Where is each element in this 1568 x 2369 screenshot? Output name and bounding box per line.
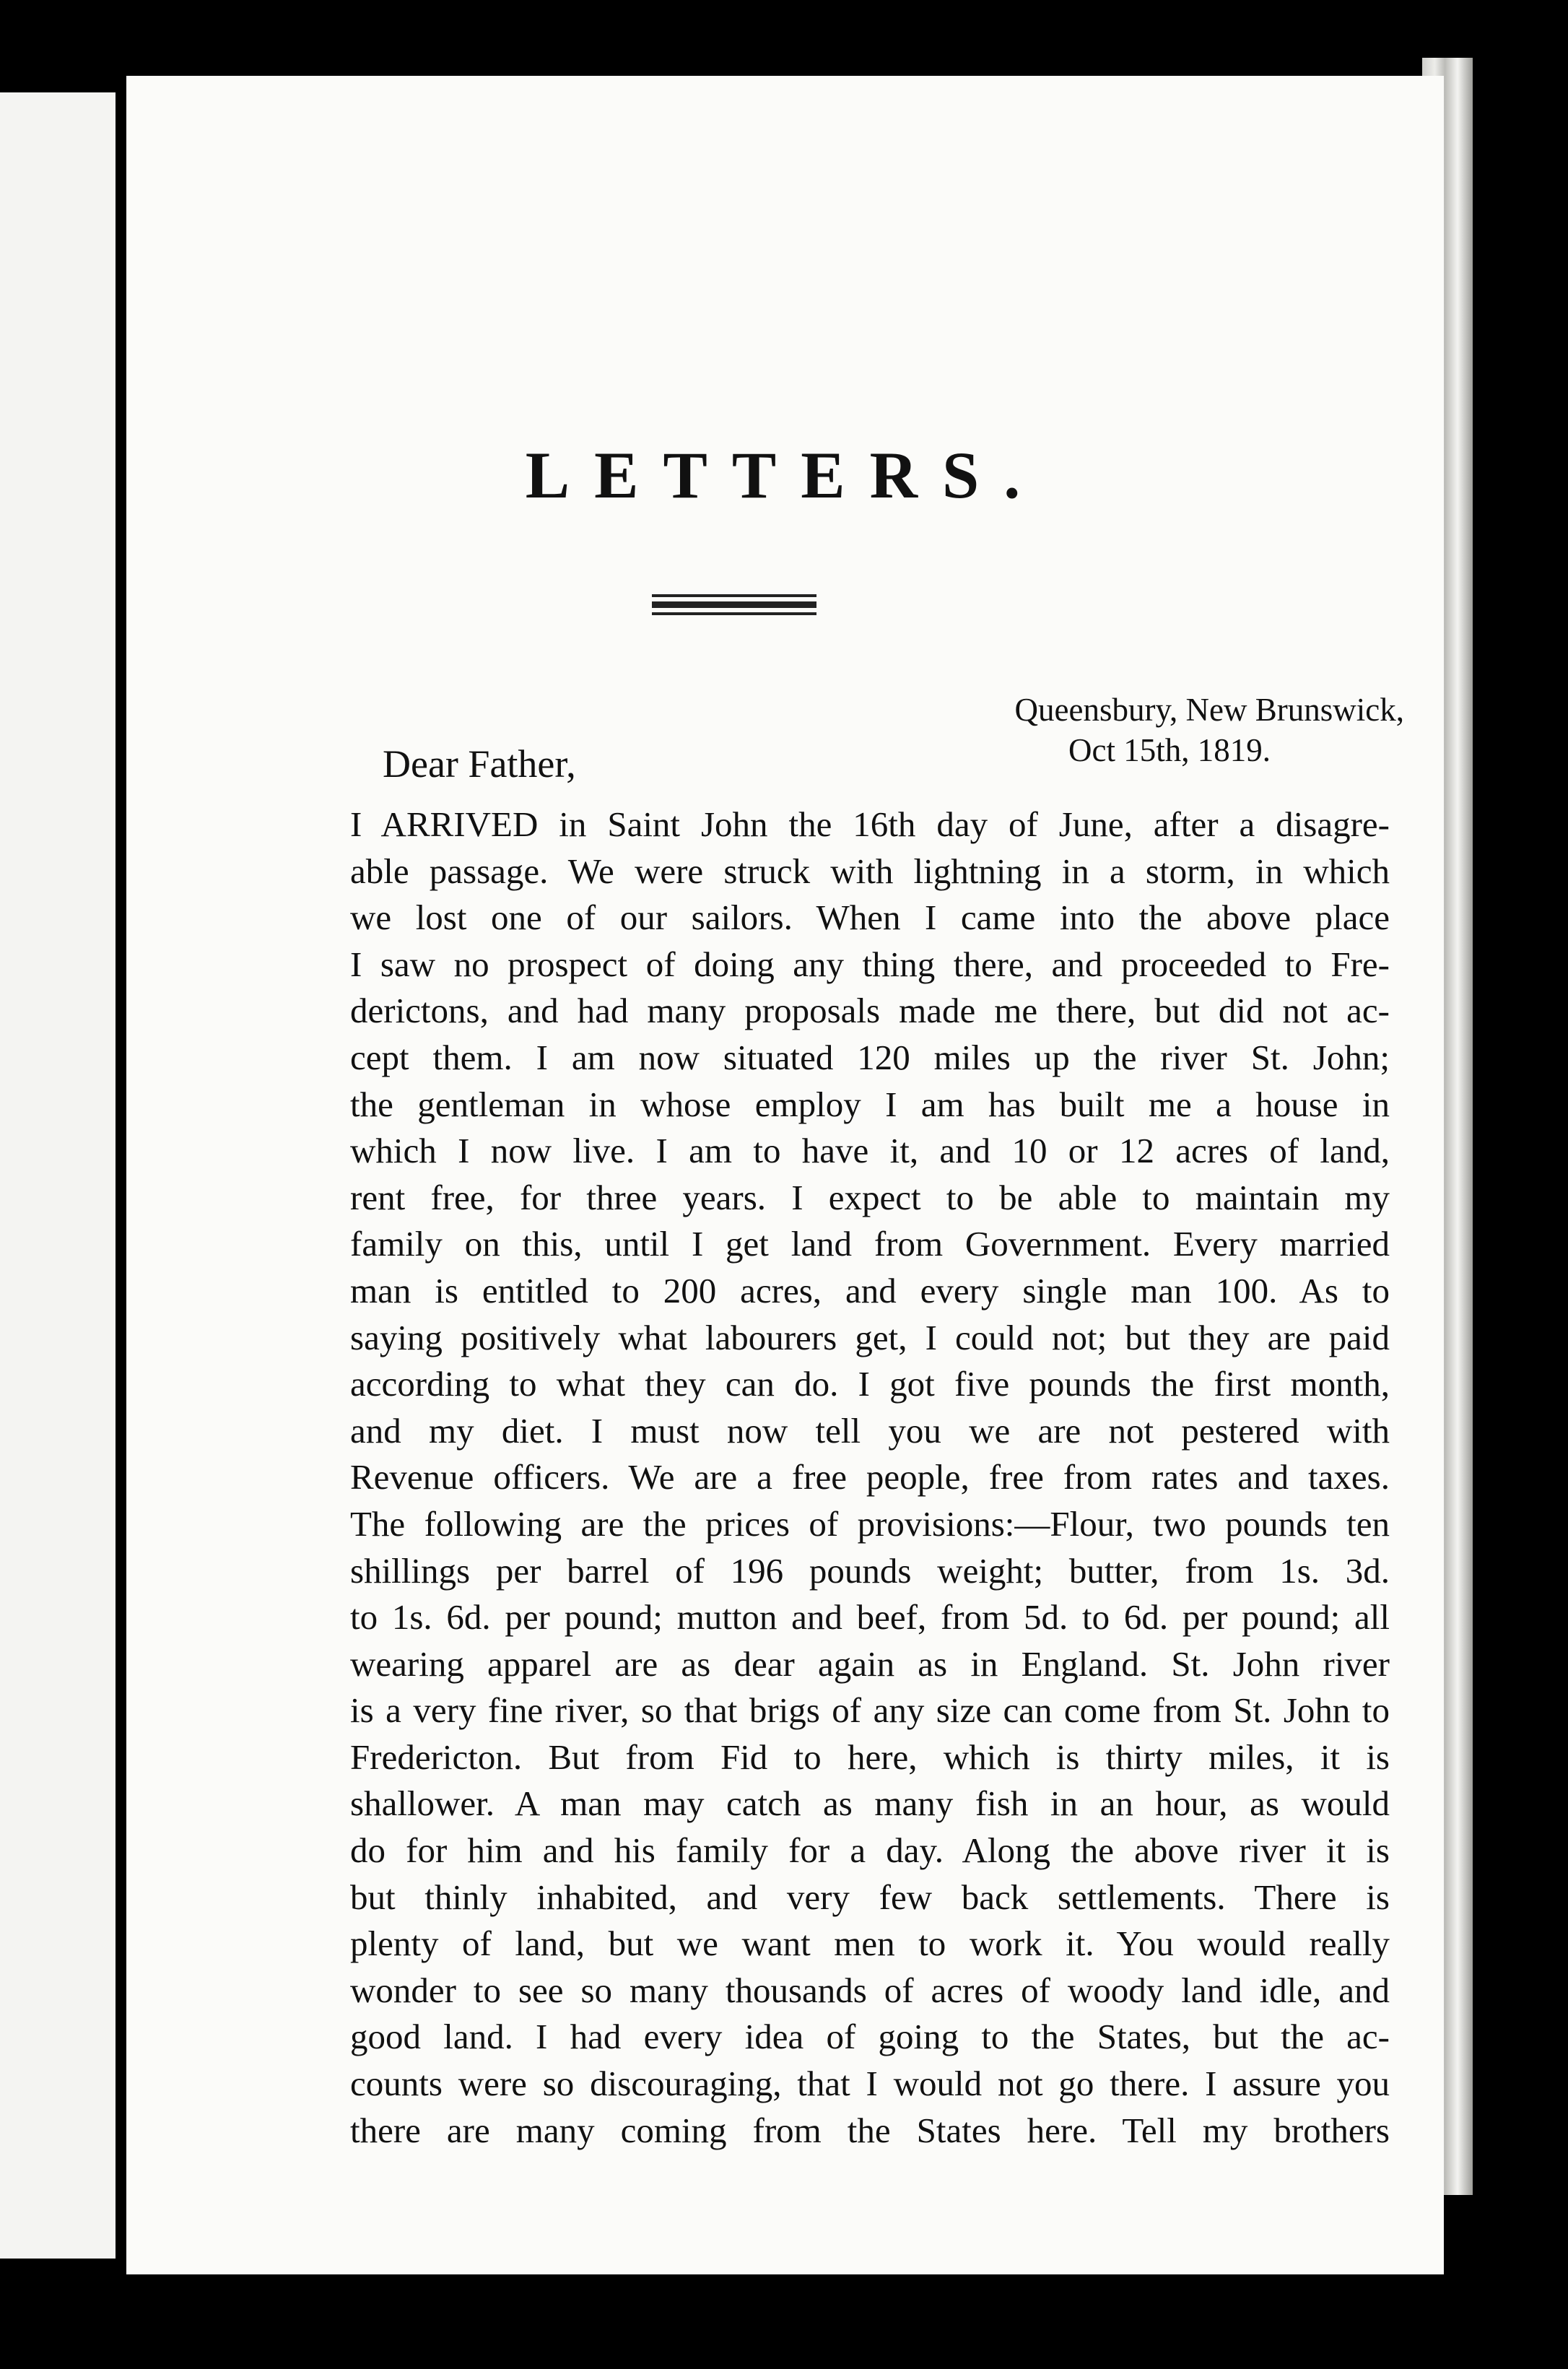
body-line: wonder to see so many thousands of acres of woody land idle, and bbox=[350, 1970, 1390, 2010]
book-page bbox=[126, 76, 1444, 2274]
letter-salutation: Dear Father, bbox=[383, 742, 576, 786]
letter-dateline bbox=[848, 690, 1404, 770]
body-line: and my diet. I must now tell you we are not pestered with bbox=[350, 1410, 1390, 1451]
body-line: to 1s. 6d. per pound; mutton and beef, from 5d. to 6d. per pound; all bbox=[350, 1597, 1390, 1638]
page-title: LETTERS. bbox=[525, 438, 1045, 512]
body-line: but thinly inhabited, and very few back settlements. There is bbox=[350, 1877, 1390, 1917]
letter-place: Queensbury, New Brunswick, bbox=[1014, 692, 1404, 728]
body-line: which I now live. I am to have it, and 10 or 12 acres of land, bbox=[350, 1131, 1390, 1171]
letter-body bbox=[350, 801, 1390, 2154]
body-line: according to what they can do. I got five pounds the first month, bbox=[350, 1364, 1390, 1404]
body-line: we lost one of our sailors. When I came into the above place bbox=[350, 897, 1390, 938]
letter-date: Oct 15th, 1819. bbox=[1068, 732, 1271, 768]
body-line: family on this, until I get land from Government. Every married bbox=[350, 1224, 1390, 1264]
body-line: shillings per barrel of 196 pounds weight; butter, from 1s. 3d. bbox=[350, 1550, 1390, 1591]
body-line: wearing apparel are as dear again as in England. St. John river bbox=[350, 1643, 1390, 1684]
body-line: I ARRIVED in Saint John the 16th day of June, after a disagre- bbox=[350, 804, 1390, 844]
body-line: shallower. A man may catch as many fish in an hour, as would bbox=[350, 1783, 1390, 1824]
title-rule-divider bbox=[652, 594, 816, 615]
body-line: derictons, and had many proposals made me there, but did not ac- bbox=[350, 991, 1390, 1031]
body-line: counts were so discouraging, that I would not go there. I assure you bbox=[350, 2064, 1390, 2104]
body-line: able passage. We were struck with lightning in a storm, in which bbox=[350, 851, 1390, 891]
body-line: I saw no prospect of doing any thing there, and proceeded to Fre- bbox=[350, 944, 1390, 984]
body-line: is a very fine river, so that brigs of any size can come from St. John to bbox=[350, 1690, 1390, 1731]
body-line: man is entitled to 200 acres, and every single man 100. As to bbox=[350, 1270, 1390, 1310]
body-line: saying positively what labourers get, I could not; but they are paid bbox=[350, 1317, 1390, 1357]
body-line: The following are the prices of provisions:—Flour, two pounds ten bbox=[350, 1503, 1390, 1544]
body-line: cept them. I am now situated 120 miles up the river St. John; bbox=[350, 1037, 1390, 1077]
body-line: Fredericton. But from Fid to here, which is thirty miles, it is bbox=[350, 1736, 1390, 1777]
body-line: rent free, for three years. I expect to be able to maintain my bbox=[350, 1177, 1390, 1217]
body-line: do for him and his family for a day. Along the above river it is bbox=[350, 1830, 1390, 1871]
body-line: good land. I had every idea of going to the States, but the ac- bbox=[350, 2017, 1390, 2057]
body-line: there are many coming from the States here. Tell my brothers bbox=[350, 2110, 1390, 2150]
body-line: Revenue officers. We are a free people, free from rates and taxes. bbox=[350, 1457, 1390, 1498]
body-line: plenty of land, but we want men to work it. You would really bbox=[350, 1924, 1390, 1964]
body-line: the gentleman in whose employ I am has built me a house in bbox=[350, 1084, 1390, 1124]
facing-page-edge bbox=[0, 92, 116, 2259]
